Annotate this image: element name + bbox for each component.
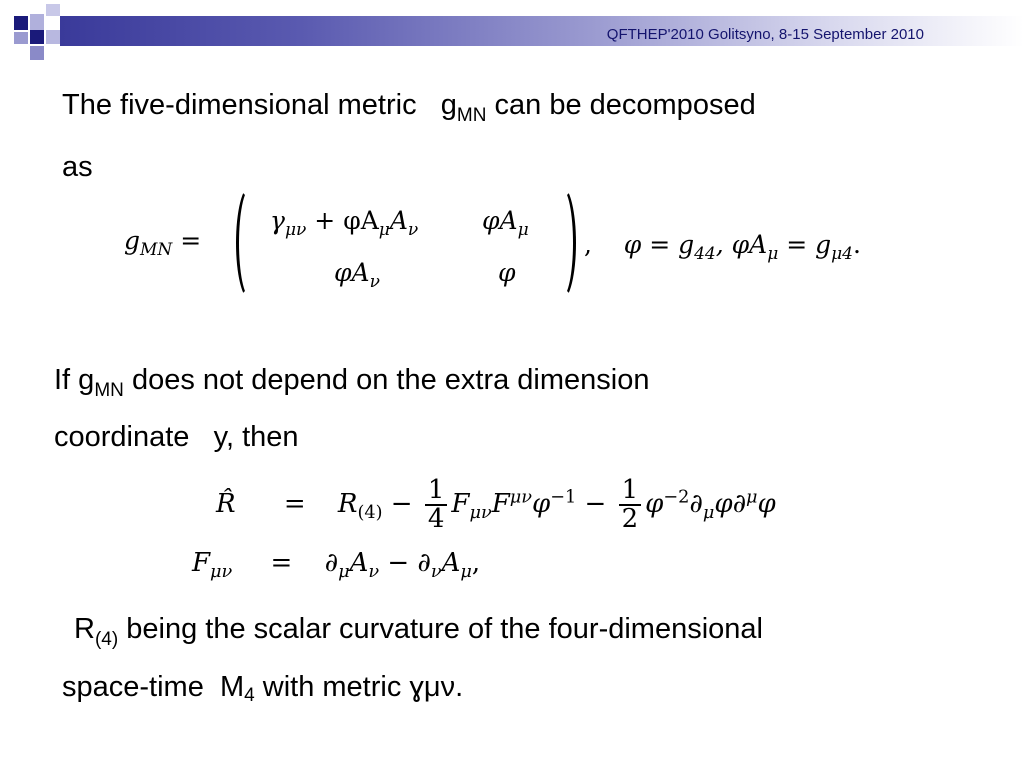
math-operator: .	[853, 230, 861, 259]
text: The five-dimensional metric	[62, 89, 417, 121]
math-operator: =	[283, 489, 306, 519]
math-symbol: φ	[531, 489, 551, 519]
text: space-time	[62, 671, 204, 703]
math-superscript: −1	[550, 487, 577, 508]
paragraph-curvature-line2	[62, 670, 463, 705]
math-subscript: ν	[407, 219, 419, 240]
equation-field-strength	[192, 548, 481, 583]
fraction-quarter	[425, 474, 448, 534]
text: can be decomposed	[494, 89, 756, 121]
math-subscript: ν	[368, 562, 380, 583]
matrix-entry-21	[334, 258, 380, 292]
math-subscript: μ	[767, 243, 779, 264]
math-subscript: ν	[369, 271, 380, 292]
matrix-right-paren	[548, 186, 576, 300]
matrix-entry-12	[482, 206, 529, 240]
math-subscript: μν	[284, 219, 307, 240]
math-subscript: μν	[469, 503, 492, 524]
text-subscript: 4	[244, 685, 255, 706]
math-subscript: μ	[702, 503, 715, 524]
logo-square	[30, 46, 44, 60]
math-subscript: μν	[210, 562, 233, 583]
fraction-denominator: 4	[427, 504, 445, 534]
text: being the scalar curvature of the four-dimensional	[126, 613, 763, 645]
math-symbol: φ = g	[623, 230, 695, 259]
math-symbol: φ	[757, 489, 776, 519]
math-symbol: F	[451, 489, 470, 519]
fraction-numerator: 1	[425, 477, 448, 506]
math-superscript: μ	[746, 487, 758, 508]
math-symbol: = g	[778, 230, 832, 259]
text: M	[219, 671, 245, 703]
math-symbol: g	[124, 226, 141, 255]
matrix-entry-22	[498, 258, 516, 287]
math-symbol: F	[491, 489, 510, 519]
matrix-left-paren	[236, 186, 264, 300]
paragraph-metric-intro-line2: as	[62, 151, 93, 183]
metric-symbol: g	[440, 89, 457, 121]
logo-square	[46, 30, 60, 44]
math-symbol: A	[389, 206, 408, 235]
math-symbol: A	[349, 548, 369, 578]
math-symbol: ∂	[417, 548, 431, 578]
math-symbol: F	[192, 548, 211, 578]
math-superscript: μν	[509, 487, 532, 508]
paragraph-curvature	[74, 612, 763, 650]
text: y, then	[213, 421, 299, 453]
math-subscript: μ	[338, 562, 350, 583]
text: coordinate	[54, 421, 190, 453]
math-operator: =	[180, 226, 202, 255]
text: If g	[54, 364, 95, 396]
text: does not depend on the extra dimension	[131, 364, 650, 396]
math-subscript: μ	[517, 219, 529, 240]
math-subscript: ν	[430, 562, 442, 583]
fraction-numerator: 1	[619, 477, 642, 506]
math-subscript: MN	[140, 239, 173, 260]
math-subscript: μ	[378, 219, 390, 240]
text: R	[74, 613, 95, 645]
logo-square	[14, 16, 28, 30]
equation-metric-decomposition	[124, 226, 202, 260]
conference-header: QFTHEP'2010 Golitsyno, 8-15 September 2010	[606, 26, 924, 43]
matrix-entry-11	[270, 206, 419, 240]
math-symbol: φA	[482, 206, 518, 235]
fraction-denominator: 2	[621, 504, 639, 534]
logo-square	[46, 4, 60, 16]
math-symbol: φ∂	[714, 489, 747, 519]
math-symbol: R	[337, 489, 358, 519]
fraction-half	[619, 474, 642, 534]
math-symbol: γ	[270, 206, 285, 235]
math-symbol: + φA	[314, 206, 379, 235]
logo-square	[30, 30, 44, 44]
math-symbol: φ	[498, 258, 516, 287]
math-symbol: A	[441, 548, 461, 578]
math-operator: ,	[584, 230, 592, 259]
math-subscript: μ	[460, 562, 472, 583]
math-symbol: R̂	[216, 489, 236, 519]
math-subscript: μ4	[831, 243, 853, 264]
logo-square	[14, 32, 28, 44]
metric-subscript: MN	[456, 105, 487, 126]
math-operator: −	[390, 489, 413, 519]
math-symbol: φA	[334, 258, 370, 287]
equation-metric-relations	[584, 230, 861, 264]
paragraph-metric-intro	[62, 88, 756, 126]
math-subscript: 44	[694, 243, 716, 264]
math-superscript: −2	[663, 487, 690, 508]
equation-ricci-scalar	[216, 474, 776, 534]
math-operator: =	[270, 548, 293, 578]
math-operator: −	[584, 489, 607, 519]
math-symbol: ∂	[324, 548, 339, 578]
text: with metric ɣμν.	[262, 671, 464, 703]
paragraph-independence	[54, 363, 650, 401]
metric-subscript: MN	[94, 380, 124, 401]
math-symbol: φ	[645, 489, 664, 519]
text-subscript: (4)	[94, 629, 119, 650]
logo-square	[30, 14, 44, 30]
math-symbol: , φA	[715, 230, 768, 259]
paragraph-independence-line2	[54, 420, 299, 455]
math-operator: −	[387, 548, 410, 578]
math-symbol: ∂	[689, 489, 703, 519]
math-subscript: (4)	[357, 503, 383, 524]
math-operator: ,	[471, 548, 481, 578]
